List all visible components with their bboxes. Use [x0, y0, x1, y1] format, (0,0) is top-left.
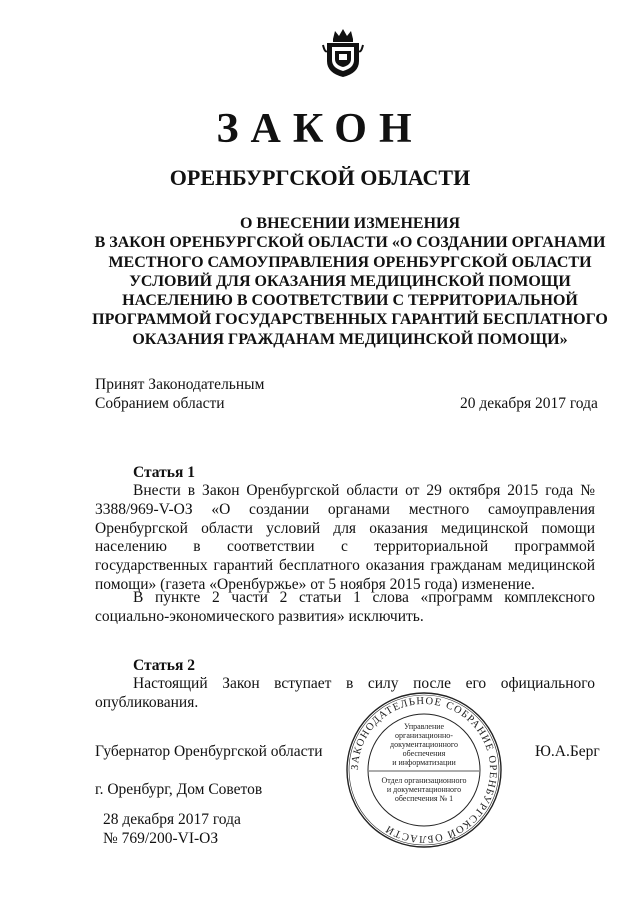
document-region: ОРЕНБУРГСКОЙ ОБЛАСТИ: [169, 165, 471, 190]
stamp-inner-line: документационного: [390, 740, 458, 749]
article-2-paragraph-1: Настоящий Закон вступает в силу после его официального опубликования.: [95, 675, 595, 711]
orenburg-coat-of-arms-icon: [321, 27, 365, 79]
law-subject: [70, 214, 630, 349]
article-1-paragraph-2: В пункте 2 части 2 статьи 1 слова «программ комплексного социально-экономического развития» исключить.: [95, 589, 595, 625]
stamp-inner-line: Управление: [403, 722, 445, 731]
document-title: ЗАКОН: [216, 106, 424, 152]
adoption-info: [95, 375, 264, 413]
signing-place: г. Оренбург, Дом Советов: [95, 781, 263, 798]
stamp-outer-text-path: ЗАКОНОДАТЕЛЬНОЕ СОБРАНИЕ ОРЕНБУРГСКОЙ ОБЛАСТИ: [349, 695, 499, 845]
subject-line: ПРОГРАММОЙ ГОСУДАРСТВЕННЫХ ГАРАНТИЙ БЕСПЛАТНОГО: [92, 311, 608, 329]
subject-line: УСЛОВИЙ ДЛЯ ОКАЗАНИЯ МЕДИЦИНСКОЙ ПОМОЩИ: [129, 272, 571, 290]
article-2-title: Статья 2: [133, 657, 195, 674]
subject-line: НАСЕЛЕНИЮ В СООТВЕТСТВИИ С ТЕРРИТОРИАЛЬНОЙ: [122, 292, 578, 310]
signatory-name: Ю.А.Берг: [535, 743, 600, 760]
subject-line: МЕСТНОГО САМОУПРАВЛЕНИЯ ОРЕНБУРГСКОЙ ОБЛАСТИ: [108, 253, 592, 271]
adoption-date: 20 декабря 2017 года: [460, 395, 598, 412]
stamp-outer-text: [350, 696, 498, 844]
stamp-inner-line: Отдел организационного: [381, 776, 467, 785]
subject-line: О ВНЕСЕНИИ ИЗМЕНЕНИЯ: [239, 215, 461, 232]
stamp-inner-line: организационно-: [395, 731, 453, 740]
stamp-inner-line: обеспечения: [402, 749, 446, 758]
subject-line: ОКАЗАНИЯ ГРАЖДАНАМ МЕДИЦИНСКОЙ ПОМОЩИ»: [132, 330, 568, 348]
subject-line: В ЗАКОН ОРЕНБУРГСКОЙ ОБЛАСТИ «О СОЗДАНИИ ОРГАНАМИ: [94, 234, 606, 252]
adoption-line: Принят Законодательным: [95, 376, 265, 393]
signatory-position: Губернатор Оренбургской области: [95, 743, 323, 760]
signing-date-number: [103, 810, 241, 848]
adoption-line: Собранием области: [95, 395, 225, 412]
stamp-inner-line: и документационного: [386, 785, 462, 794]
law-number: № 769/200-VI-ОЗ: [103, 830, 219, 847]
stamp-inner-line: обеспечения № 1: [394, 794, 454, 803]
article-1-title: Статья 1: [133, 464, 195, 481]
official-stamp: [345, 691, 503, 849]
signing-date: 28 декабря 2017 года: [103, 811, 241, 828]
stamp-inner-line: и информатизации: [392, 758, 456, 767]
article-1-paragraph-1: Внести в Закон Оренбургской области от 29 октября 2015 года № 3388/969-V-ОЗ «О создании органами местного самоуправления Оренбургской области условий для оказания медицинской помощи населению в соответствии с территориальной программой государственных гарантий бесплатного оказания гражданам медицинской помощи» (газета «Оренбуржье» от 5 ноября 2015 года) изменение.: [95, 482, 595, 593]
